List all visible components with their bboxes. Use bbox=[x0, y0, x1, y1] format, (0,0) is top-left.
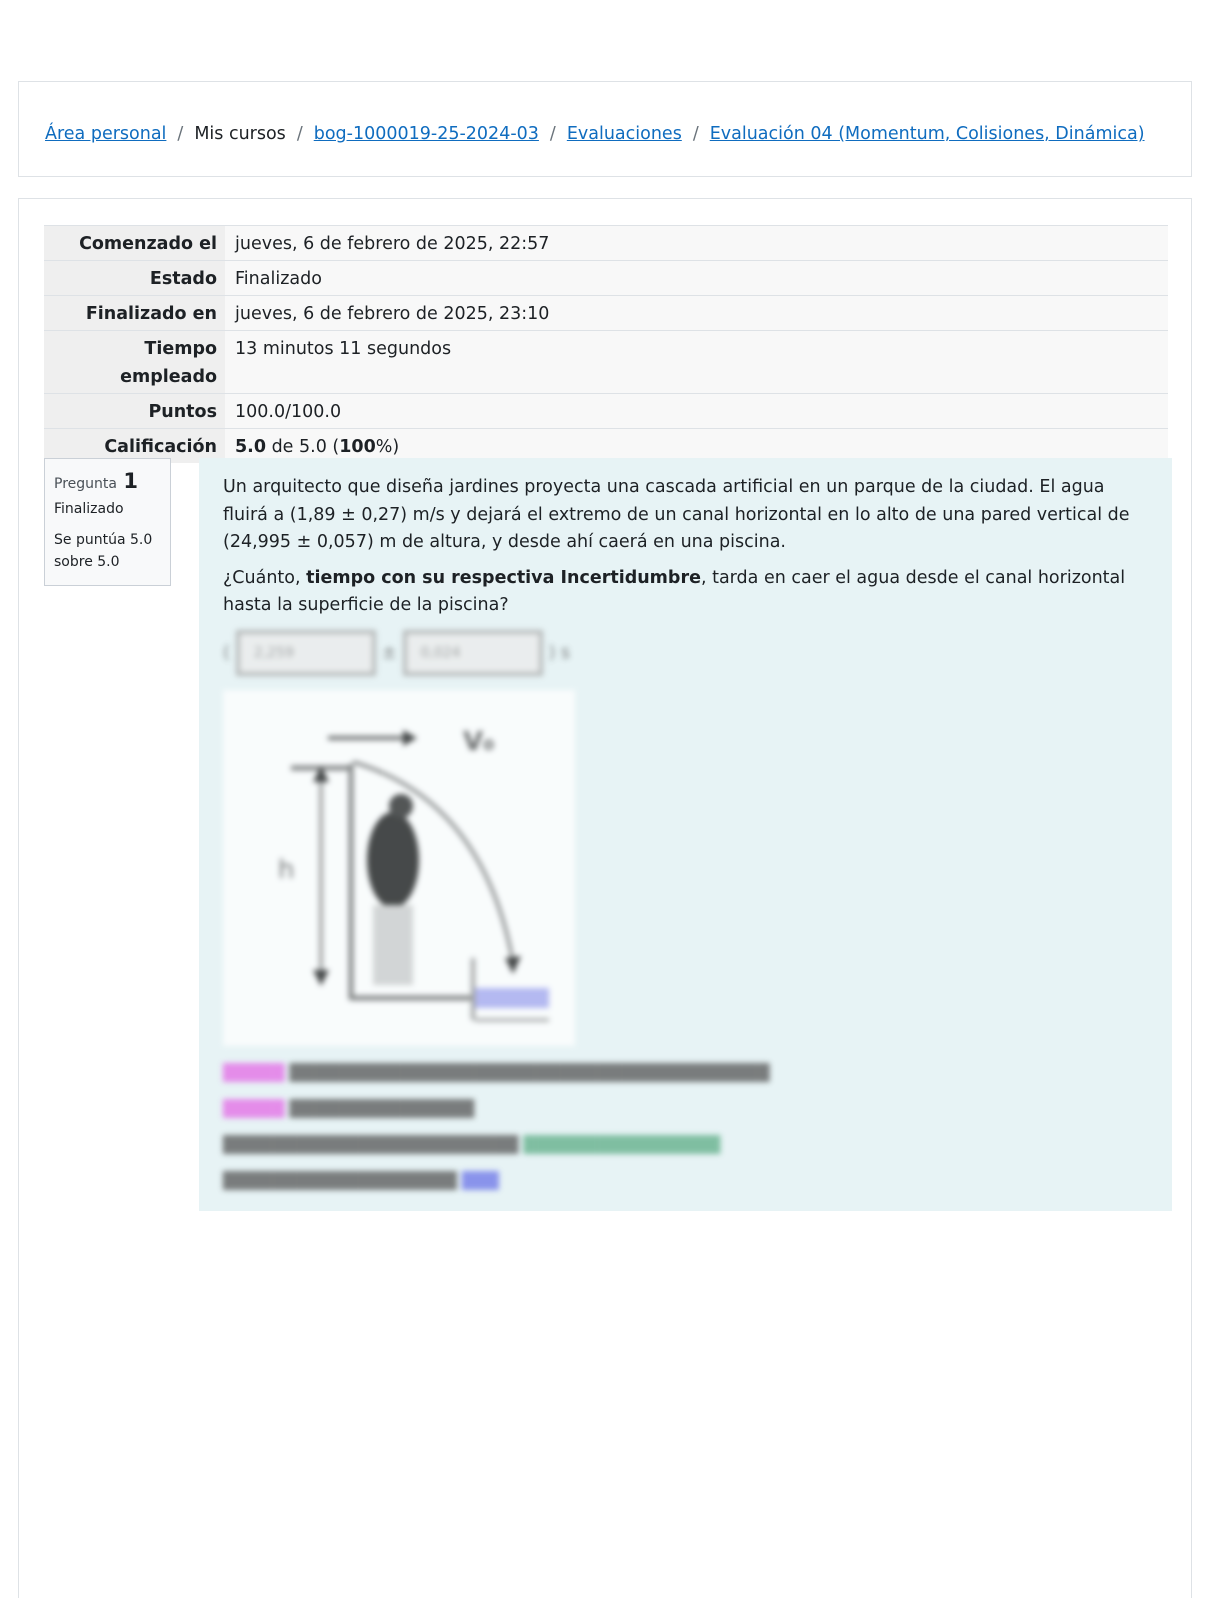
answer-uncertainty-input[interactable]: 0,024 bbox=[403, 630, 543, 676]
note-4: ███████████████████ ███ bbox=[223, 1170, 499, 1190]
time-label-line2: empleado bbox=[120, 367, 217, 387]
summary-row-state bbox=[44, 261, 1168, 296]
question-number-value: 1 bbox=[123, 469, 139, 493]
breadcrumb-separator: / bbox=[296, 124, 303, 144]
question-number bbox=[54, 469, 161, 493]
grade-percent: 100 bbox=[339, 437, 376, 457]
time-label bbox=[44, 331, 225, 394]
breadcrumb-quiz[interactable]: Evaluación 04 (Momentum, Colisiones, Dinámica) bbox=[709, 124, 1145, 144]
grade-end: %) bbox=[375, 437, 400, 457]
question-grade-line2: sobre 5.0 bbox=[54, 554, 120, 570]
question-info bbox=[44, 458, 171, 586]
finished-label: Finalizado en bbox=[44, 296, 225, 331]
question-notes bbox=[223, 1062, 1148, 1192]
attempt-summary-table bbox=[44, 225, 1168, 463]
question-prompt bbox=[223, 565, 1148, 620]
answer-plusminus: ± bbox=[381, 642, 397, 663]
note-1: █████ ███████████████████████████████████████ bbox=[223, 1062, 770, 1082]
question-number-label: Pregunta bbox=[54, 476, 117, 492]
breadcrumb-course[interactable]: bog-1000019-25-2024-03 bbox=[313, 124, 539, 144]
breadcrumb-separator: / bbox=[692, 124, 699, 144]
summary-row-time bbox=[44, 331, 1168, 394]
points-value: 100.0/100.0 bbox=[225, 394, 1168, 429]
breadcrumb-mis-cursos: Mis cursos bbox=[194, 124, 286, 144]
velocity-label: V₀ bbox=[463, 726, 495, 757]
answer-unit: ) s bbox=[548, 642, 571, 663]
summary-row-finished bbox=[44, 296, 1168, 331]
started-value: jueves, 6 de febrero de 2025, 22:57 bbox=[225, 226, 1168, 261]
breadcrumb-card bbox=[18, 81, 1192, 177]
summary-row-started bbox=[44, 226, 1168, 261]
answer-row bbox=[223, 630, 1148, 676]
time-value: 13 minutos 11 segundos bbox=[225, 331, 1168, 394]
question-state: Finalizado bbox=[54, 501, 124, 517]
question-prompt-suffix: , tarda en caer el agua desde el canal horizontal hasta la superficie de la piscina? bbox=[223, 567, 1126, 615]
height-label: h bbox=[278, 854, 295, 885]
waterfall-diagram bbox=[223, 690, 575, 1046]
finished-value: jueves, 6 de febrero de 2025, 23:10 bbox=[225, 296, 1168, 331]
question-prompt-prefix: ¿Cuánto, bbox=[223, 567, 307, 588]
note-3: ████████████████████████ ████████████████ bbox=[223, 1134, 721, 1154]
summary-row-points bbox=[44, 394, 1168, 429]
breadcrumb-separator: / bbox=[549, 124, 556, 144]
breadcrumb-evaluaciones[interactable]: Evaluaciones bbox=[566, 124, 682, 144]
breadcrumb bbox=[45, 124, 1145, 144]
grade-score: 5.0 bbox=[235, 437, 267, 457]
state-label: Estado bbox=[44, 261, 225, 296]
breadcrumb-area-personal[interactable]: Área personal bbox=[45, 124, 167, 144]
points-label: Puntos bbox=[44, 394, 225, 429]
question-figure bbox=[223, 690, 575, 1046]
started-label: Comenzado el bbox=[44, 226, 225, 261]
question-prompt-bold: tiempo con su respectiva Incertidumbre bbox=[306, 567, 701, 588]
note-2: █████ ███████████████ bbox=[223, 1098, 475, 1118]
time-label-line1: Tiempo bbox=[144, 339, 217, 359]
grade-of: de 5.0 ( bbox=[266, 437, 340, 457]
question-content bbox=[199, 458, 1172, 1211]
question-grade-line1: Se puntúa 5.0 bbox=[54, 532, 153, 548]
answer-open-paren: ( bbox=[223, 642, 230, 663]
answer-value-input[interactable]: 2,259 bbox=[236, 630, 376, 676]
question-text: Un arquitecto que diseña jardines proyecta una cascada artificial en un parque de la ciudad. El agua fluirá a (1,89 ± 0,27) m/s y dejará el extremo de un canal horizontal en lo alto de una pared vertical de (24,995 ± 0,057) m de altura, y desde ahí caerá en una piscina. bbox=[223, 477, 1130, 552]
breadcrumb-separator: / bbox=[177, 124, 184, 144]
question-grade bbox=[54, 529, 161, 573]
grade-label: Calificación bbox=[44, 429, 225, 464]
state-value: Finalizado bbox=[225, 261, 1168, 296]
